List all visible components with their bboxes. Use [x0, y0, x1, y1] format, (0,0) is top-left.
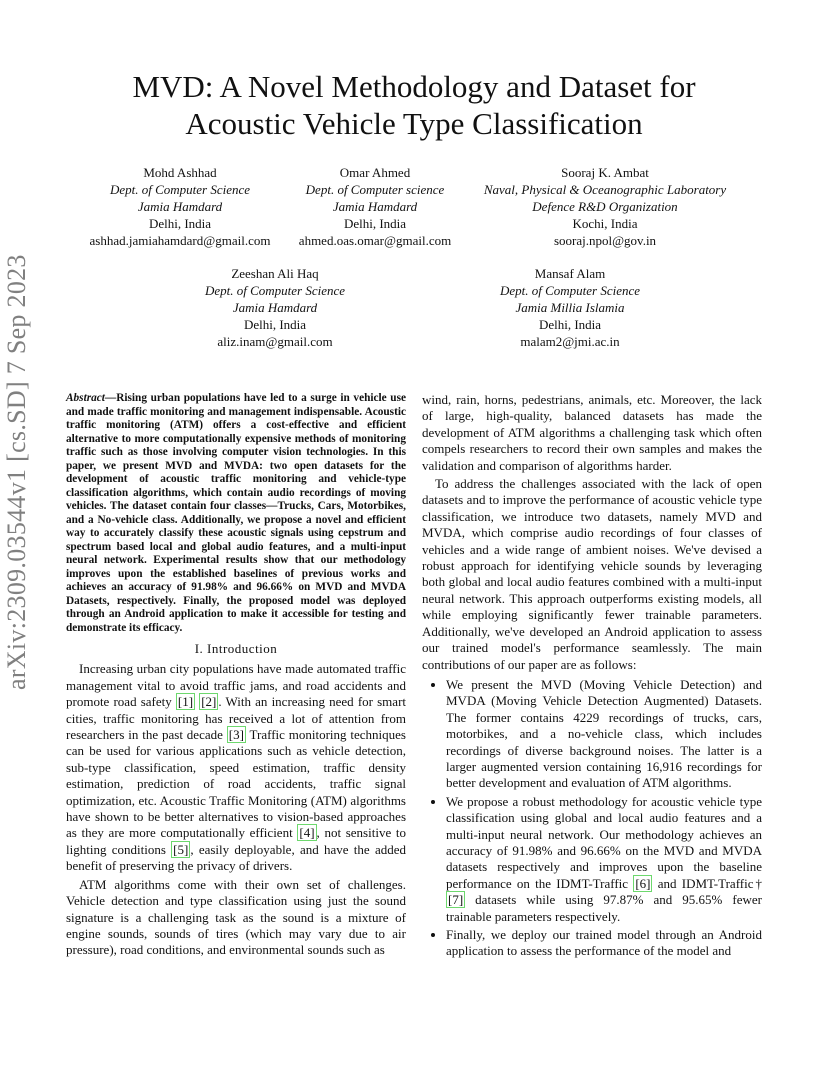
- text-run: , easily deployable, and have the added benefit of preserving the privacy of drivers.: [66, 841, 406, 874]
- author-email[interactable]: malam2@jmi.ac.in: [520, 334, 620, 349]
- citation-link[interactable]: [3]: [228, 727, 244, 743]
- text-run: and IDMT-Traffic†: [652, 875, 762, 891]
- list-item: • We present the MVD (Moving Vehicle Detection) and MVDA (Moving Vehicle Detection Augmented) Datasets. The former contains 4229 recordings of trucks, cars, motorbikes, and a no-vehicle class, which includes recordings of diverse background noises. The latter is a larger augmented version containing 16,916 recordings for better development and evaluation of ATM algorithms.: [446, 677, 762, 792]
- author-block: [60, 164, 300, 249]
- author-name: Mohd Ashhad: [143, 165, 217, 180]
- author-block: [440, 265, 700, 350]
- section-heading: I. Introduction: [194, 641, 278, 656]
- citation-link[interactable]: [6]: [635, 875, 651, 891]
- author-email[interactable]: sooraj.npol@gov.in: [553, 233, 657, 248]
- text-run: Increasing urban city populations have made automated traffic management vital to avoid traffic jams, and road accidents and promote road safety: [66, 661, 406, 710]
- author-dept: Dept. of Computer Science: [499, 283, 641, 298]
- author-org: Jamia Hamdard: [332, 199, 418, 214]
- author-block: [280, 164, 470, 249]
- text-run: . With an increasing need for smart cities, traffic monitoring has received a lot of attention from researchers in the past decade: [66, 694, 407, 743]
- author-org: Defence R&D Organization: [532, 199, 678, 214]
- author-name: Zeeshan Ali Haq: [231, 266, 319, 281]
- list-item: • Finally, we deploy our trained model through an Android application to assess the performance of the model and: [446, 927, 762, 960]
- author-org: Jamia Hamdard: [232, 300, 318, 315]
- abstract-text: —Rising urban populations have led to a surge in vehicle use and made traffic monitoring and management indispensable. Acoustic traffic monitoring (ATM) offers a cost-effective and efficient alternative to more computationally expensive methods of monitoring traffic such as those involving computer vision technologies. In this paper, we present MVD and MVDA: two open datasets for the development of acoustic traffic monitoring and vehicle-type classification algorithms, which contain audio recordings of moving vehicles. The dataset contain four classes—Trucks, Cars, Motorbikes, and a No-vehicle class. Additionally, we propose a novel and efficient way to accurately classify these acoustic signals using cepstrum and spectrum based local and global audio features, and a multi-input neural network. Experimental results show that our methodology improves upon the established baselines of previous works and achieves an accuracy of 91.98% and 96.66% on MVD and MVDA Datasets, respectively. Finally, the proposed model was deployed through an Android application to make it accessible for testing and demonstrate its efficacy.: [66, 392, 406, 634]
- citation-link[interactable]: [2]: [201, 694, 217, 710]
- author-location: Delhi, India: [343, 216, 407, 231]
- author-email[interactable]: aliz.inam@gmail.com: [217, 334, 333, 349]
- citation-link[interactable]: [7]: [448, 892, 464, 908]
- paper-title: [0, 68, 828, 142]
- author-dept: Dept. of Computer Science: [109, 182, 251, 197]
- list-item: [446, 794, 762, 925]
- author-dept: Dept. of Computer Science: [204, 283, 346, 298]
- author-location: Kochi, India: [572, 216, 638, 231]
- author-dept: Naval, Physical & Oceanographic Laboratory: [483, 182, 727, 197]
- abstract-label: Abstract: [66, 392, 105, 404]
- title-line-2: Acoustic Vehicle Type Classification: [185, 106, 643, 141]
- citation-link[interactable]: [1]: [177, 694, 194, 710]
- text-run: We propose a robust methodology for acoustic vehicle type classification using global and local audio features and a multi-input neural network. Our methodology achieves an accuracy of 91.98% and 96.66% on the MVD and MVDA datasets respectively and improves upon the baseline performance on the IDMT-Traffic: [446, 793, 762, 891]
- text-run: datasets while using 97.87% and 95.65% fewer trainable parameters respectively.: [446, 892, 762, 924]
- left-column: [66, 392, 406, 961]
- author-dept: Dept. of Computer science: [305, 182, 445, 197]
- citation-link[interactable]: [5]: [173, 841, 189, 857]
- author-name: Omar Ahmed: [339, 165, 411, 180]
- author-email[interactable]: ahmed.oas.omar@gmail.com: [298, 233, 452, 248]
- intro-paragraph: ATM algorithms come with their own set of challenges. Vehicle detection and type classification using just the sound signature is a challenging task as the sound is a mixture of engine sounds, sounds of tires (which may vary due to air pressure), road conditions, and environmental sounds such as: [66, 876, 406, 958]
- right-column: [422, 392, 762, 962]
- intro-paragraph: [66, 661, 406, 874]
- author-org: Jamia Millia Islamia: [515, 300, 625, 315]
- author-location: Delhi, India: [538, 317, 602, 332]
- author-org: Jamia Hamdard: [137, 199, 223, 214]
- author-name: Mansaf Alam: [534, 266, 606, 281]
- arxiv-identifier: arXiv:2309.03544v1 [cs.SD] 7 Sep 2023: [2, 254, 31, 690]
- title-line-1: MVD: A Novel Methodology and Dataset for: [132, 69, 696, 104]
- author-location: Delhi, India: [148, 216, 212, 231]
- citation-link[interactable]: [4]: [299, 825, 315, 841]
- text-run: , not sensitive to lighting conditions: [66, 825, 407, 857]
- author-block: [460, 164, 750, 249]
- body-paragraph: wind, rain, horns, pedestrians, animals, etc. Moreover, the lack of large, high-quality, balanced datasets has made the development of ATM algorithms a challenging task which often compels researchers to record their own samples and makes the validation and comparison of algorithms harder.: [422, 392, 762, 473]
- body-paragraph: To address the challenges associated with the lack of open datasets and to improve the performance of acoustic vehicle type classification, we introduce two datasets, namely MVD and MVDA, which comprise audio recordings of four classes of vehicles and a wide range of ambient noises. We've devised a robust approach for identifying vehicle sounds by leveraging both global and local audio features combined with a multi-input neural network. This approach outperforms existing models, all while employing significantly fewer trainable parameters. Additionally, we've developed an Android application to assess our trained model's performance seamlessly. The main contributions of our paper are as follows:: [422, 476, 762, 672]
- text-run: Traffic monitoring techniques can be used for various applications such as vehicle detection, sub-type classification, speed estimation, traffic density estimation, prediction of road accidents, traffic signal optimization, etc. Acoustic Traffic Monitoring (ATM) algorithms have shown to be better alternatives to vision-based approaches as they are more computationally efficient: [66, 727, 406, 841]
- author-location: Delhi, India: [243, 317, 307, 332]
- contributions-list: [422, 677, 762, 960]
- author-name: Sooraj K. Ambat: [561, 165, 649, 180]
- abstract: [66, 392, 406, 635]
- author-block: [160, 265, 390, 350]
- author-email[interactable]: ashhad.jamiahamdard@gmail.com: [89, 233, 271, 248]
